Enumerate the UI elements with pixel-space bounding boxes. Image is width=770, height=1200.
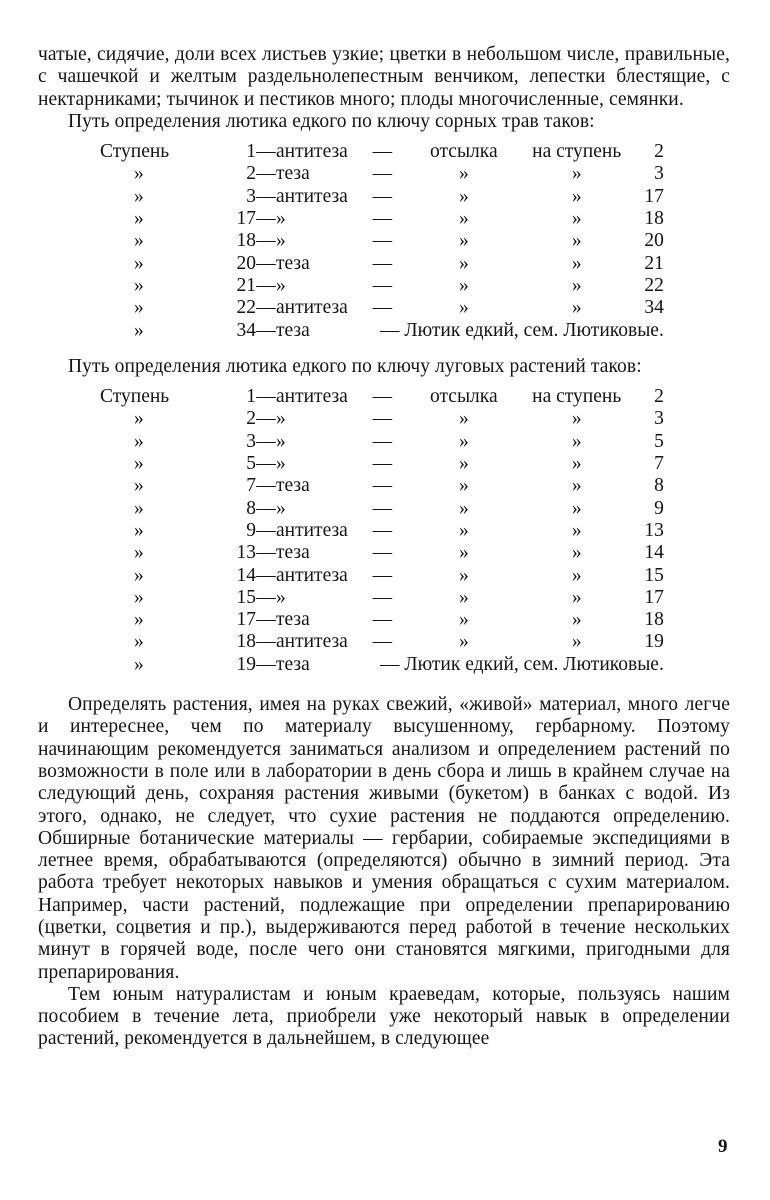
dash: — bbox=[256, 230, 276, 252]
target-step: 22 bbox=[644, 274, 664, 296]
dash: — bbox=[256, 609, 276, 631]
target-step: 3 bbox=[654, 163, 664, 185]
reference-label: » bbox=[458, 609, 469, 631]
key-row bbox=[100, 253, 664, 275]
step-kind: » bbox=[276, 230, 286, 252]
key-row bbox=[100, 141, 664, 163]
target-step: 19 bbox=[644, 631, 664, 653]
step-kind: антитеза bbox=[276, 297, 348, 319]
reference-label: » bbox=[458, 631, 469, 653]
step-label: » bbox=[134, 475, 144, 497]
step-number: 2 bbox=[246, 163, 256, 185]
target-step: 3 bbox=[654, 408, 664, 430]
step-number: 34 bbox=[236, 319, 256, 341]
step-kind: » bbox=[276, 208, 286, 230]
step-kind: » bbox=[276, 408, 286, 430]
reference-target-label: » bbox=[571, 519, 582, 541]
dash: — bbox=[372, 586, 393, 608]
reference-target-label: » bbox=[571, 586, 582, 608]
target-step: 14 bbox=[644, 542, 664, 564]
reference-target-label: » bbox=[571, 185, 582, 207]
key-row bbox=[100, 163, 664, 185]
target-step: 2 bbox=[654, 141, 664, 163]
step-kind: антитеза bbox=[276, 141, 348, 163]
dash: — bbox=[372, 564, 393, 586]
step-label: » bbox=[134, 653, 144, 675]
step-label: » bbox=[134, 519, 144, 541]
step-number: 17 bbox=[236, 208, 256, 230]
step-kind: теза bbox=[276, 163, 310, 185]
step-number: 18 bbox=[236, 631, 256, 653]
step-kind: теза bbox=[276, 319, 310, 341]
key-row bbox=[100, 431, 664, 453]
dash: — bbox=[256, 386, 276, 408]
reference-label: » bbox=[458, 586, 469, 608]
dash: — bbox=[372, 185, 393, 207]
dash: — bbox=[372, 208, 393, 230]
step-number: 22 bbox=[236, 297, 256, 319]
dash: — bbox=[372, 274, 393, 296]
step-number: 1 bbox=[246, 386, 256, 408]
target-step: 34 bbox=[644, 297, 664, 319]
key-row bbox=[100, 208, 664, 230]
key-row bbox=[100, 631, 664, 653]
dash: — bbox=[256, 586, 276, 608]
reference-target-label: » bbox=[571, 163, 582, 185]
key-row bbox=[100, 386, 664, 408]
target-step: 13 bbox=[644, 519, 664, 541]
body-paragraph-1: Определять растения, имея на руках свежий, «живой» материал, много легче и интереснее, чем по материалу высушенному, гербарному. Поэтому начинающим рекомендуется заниматься анализом и определением растений по возможности в поле или в лаборатории в день сбора и лишь в крайнем случае на следующий день, сохраняя растения живыми (букетом) в банках с водой. Из этого, однако, не следует, что сухие растения не поддаются определению. Обширные ботанические материалы — гербарии, собираемые экспедициями в летнее время, обрабатываются (определяются) обычно в зимний период. Эта работа требует некоторых навыков и умения обращаться с сухим материалом. Например, части растений, подлежащие при определении препарированию (цветки, соцветия и пр.), выдерживаются перед работой в течение нескольких минут в горячей воде, после чего они становятся мягкими, пригодными для препарирования. bbox=[38, 694, 730, 983]
dash: — bbox=[256, 453, 276, 475]
dash: — bbox=[256, 408, 276, 430]
step-label: » bbox=[134, 430, 144, 452]
reference-target-label: » bbox=[571, 631, 582, 653]
key-row bbox=[100, 453, 664, 475]
step-label: » bbox=[134, 163, 144, 185]
key-result: — Лютик едкий, сем. Лютиковые. bbox=[380, 653, 664, 675]
key-row bbox=[100, 275, 664, 297]
dash: — bbox=[256, 497, 276, 519]
key2-heading: Путь определения лютика едкого по ключу луговых растений таков: bbox=[68, 355, 642, 377]
step-label: » bbox=[134, 586, 144, 608]
step-number: 20 bbox=[236, 252, 256, 274]
reference-target-label: » bbox=[571, 430, 582, 452]
reference-label: » bbox=[458, 408, 469, 430]
target-step: 20 bbox=[644, 230, 664, 252]
dash: — bbox=[256, 475, 276, 497]
reference-target-label: » bbox=[571, 208, 582, 230]
reference-label: » bbox=[458, 185, 469, 207]
step-label: » bbox=[134, 609, 144, 631]
key2-table bbox=[100, 386, 664, 676]
target-step: 5 bbox=[654, 430, 664, 452]
dash: — bbox=[372, 475, 393, 497]
dash: — bbox=[256, 319, 276, 341]
reference-label: » bbox=[458, 230, 469, 252]
step-number: 3 bbox=[246, 185, 256, 207]
reference-target-label: » bbox=[571, 230, 582, 252]
dash: — bbox=[256, 297, 276, 319]
key-row bbox=[100, 475, 664, 497]
reference-target-label: » bbox=[571, 564, 582, 586]
key-result: — Лютик едкий, сем. Лютиковые. bbox=[380, 319, 664, 341]
step-label: Ступень bbox=[100, 386, 170, 408]
step-kind: антитеза bbox=[276, 631, 348, 653]
step-number: 13 bbox=[236, 542, 256, 564]
dash: — bbox=[256, 653, 276, 675]
reference-target-label: » bbox=[571, 497, 582, 519]
step-label: Ступень bbox=[100, 141, 170, 163]
step-kind: » bbox=[276, 453, 286, 475]
step-label: » bbox=[134, 542, 144, 564]
dash: — bbox=[372, 141, 393, 163]
step-kind: » bbox=[276, 586, 286, 608]
step-label: » bbox=[134, 453, 144, 475]
step-number: 21 bbox=[236, 274, 256, 296]
page-content bbox=[38, 44, 730, 1051]
target-step: 7 bbox=[654, 453, 664, 475]
target-step: 18 bbox=[644, 208, 664, 230]
dash: — bbox=[256, 208, 276, 230]
step-kind: антитеза bbox=[276, 185, 348, 207]
dash: — bbox=[256, 274, 276, 296]
dash: — bbox=[256, 519, 276, 541]
dash: — bbox=[372, 631, 393, 653]
step-label: » bbox=[134, 274, 144, 296]
step-kind: теза bbox=[276, 252, 310, 274]
key-row bbox=[100, 542, 664, 564]
dash: — bbox=[372, 542, 393, 564]
step-label: » bbox=[134, 297, 144, 319]
dash: — bbox=[372, 297, 393, 319]
body-paragraph-2: Тем юным натуралистам и юным краеведам, которые, пользуясь нашим пособием в течение лета, приобрели уже некоторый навык в определении растений, рекомендуется в дальнейшем, в следующее bbox=[38, 983, 730, 1050]
step-label: » bbox=[134, 252, 144, 274]
dash: — bbox=[372, 163, 393, 185]
target-step: 18 bbox=[644, 609, 664, 631]
step-number: 7 bbox=[246, 475, 256, 497]
step-label: » bbox=[134, 631, 144, 653]
dash: — bbox=[372, 453, 393, 475]
reference-label: » bbox=[458, 497, 469, 519]
step-number: 9 bbox=[246, 519, 256, 541]
step-label: » bbox=[134, 230, 144, 252]
key-row bbox=[100, 609, 664, 631]
dash: — bbox=[256, 542, 276, 564]
key-final-row bbox=[100, 320, 664, 342]
key-row bbox=[100, 230, 664, 252]
reference-label: » bbox=[458, 542, 469, 564]
reference-target-label: » bbox=[571, 542, 582, 564]
dash: — bbox=[372, 497, 393, 519]
reference-target-label: » bbox=[571, 453, 582, 475]
reference-label: » bbox=[458, 453, 469, 475]
reference-label: » bbox=[458, 274, 469, 296]
key-row bbox=[100, 520, 664, 542]
reference-label: » bbox=[458, 252, 469, 274]
step-kind: » bbox=[276, 274, 286, 296]
dash: — bbox=[372, 230, 393, 252]
step-number: 18 bbox=[236, 230, 256, 252]
target-step: 17 bbox=[644, 586, 664, 608]
step-kind: антитеза bbox=[276, 386, 348, 408]
step-number: 3 bbox=[246, 430, 256, 452]
step-label: » bbox=[134, 319, 144, 341]
dash: — bbox=[256, 185, 276, 207]
dash: — bbox=[372, 609, 393, 631]
dash: — bbox=[256, 631, 276, 653]
reference-label: » bbox=[458, 163, 469, 185]
step-number: 17 bbox=[236, 609, 256, 631]
step-number: 15 bbox=[236, 586, 256, 608]
reference-target-label: » bbox=[571, 408, 582, 430]
step-kind: антитеза bbox=[276, 519, 348, 541]
step-number: 2 bbox=[246, 408, 256, 430]
key-row bbox=[100, 587, 664, 609]
step-kind: теза bbox=[276, 542, 310, 564]
dash: — bbox=[372, 430, 393, 452]
dash: — bbox=[372, 386, 393, 408]
key-row bbox=[100, 186, 664, 208]
reference-target-label: » bbox=[571, 609, 582, 631]
step-number: 14 bbox=[236, 564, 256, 586]
reference-target-label: » bbox=[571, 475, 582, 497]
dash: — bbox=[256, 141, 276, 163]
page-number: 9 bbox=[718, 1136, 728, 1157]
step-label: » bbox=[134, 208, 144, 230]
step-label: » bbox=[134, 408, 144, 430]
reference-target-label: на ступень bbox=[532, 386, 622, 408]
key1-table bbox=[100, 141, 664, 342]
step-kind: теза bbox=[276, 609, 310, 631]
step-kind: теза bbox=[276, 475, 310, 497]
dash: — bbox=[372, 252, 393, 274]
step-label: » bbox=[134, 185, 144, 207]
reference-target-label: » bbox=[571, 274, 582, 296]
key-row bbox=[100, 297, 664, 319]
key-row bbox=[100, 565, 664, 587]
step-number: 19 bbox=[236, 653, 256, 675]
step-kind: антитеза bbox=[276, 564, 348, 586]
step-number: 1 bbox=[246, 141, 256, 163]
dash: — bbox=[256, 430, 276, 452]
dash: — bbox=[256, 252, 276, 274]
reference-label: отсылка bbox=[430, 386, 498, 408]
key-row bbox=[100, 408, 664, 430]
step-label: » bbox=[134, 564, 144, 586]
dash: — bbox=[372, 408, 393, 430]
target-step: 21 bbox=[644, 252, 664, 274]
reference-label: » bbox=[458, 564, 469, 586]
target-step: 9 bbox=[654, 497, 664, 519]
dash: — bbox=[256, 564, 276, 586]
key-row bbox=[100, 498, 664, 520]
step-kind: » bbox=[276, 430, 286, 452]
dash: — bbox=[256, 163, 276, 185]
dash: — bbox=[372, 519, 393, 541]
key1-heading: Путь определения лютика едкого по ключу сорных трав таков: bbox=[68, 110, 595, 132]
step-kind: » bbox=[276, 497, 286, 519]
step-label: » bbox=[134, 497, 144, 519]
reference-target-label: » bbox=[571, 297, 582, 319]
reference-target-label: » bbox=[571, 252, 582, 274]
reference-label: » bbox=[458, 475, 469, 497]
reference-label: » bbox=[458, 208, 469, 230]
target-step: 15 bbox=[644, 564, 664, 586]
reference-label: отсылка bbox=[430, 141, 498, 163]
key-final-row bbox=[100, 654, 664, 676]
target-step: 2 bbox=[654, 386, 664, 408]
reference-label: » bbox=[458, 297, 469, 319]
intro-paragraph: чатые, сидячие, доли всех листьев узкие; цветки в небольшом числе, правильные, с чашечкой и желтым раздельнолепестным венчиком, лепестки блестящие, с нектарниками; тычинок и пестиков много; плоды многочисленные, семянки. bbox=[38, 44, 730, 110]
target-step: 8 bbox=[654, 475, 664, 497]
step-number: 8 bbox=[246, 497, 256, 519]
reference-label: » bbox=[458, 519, 469, 541]
reference-target-label: на ступень bbox=[532, 141, 622, 163]
step-kind: теза bbox=[276, 653, 310, 675]
reference-label: » bbox=[458, 430, 469, 452]
target-step: 17 bbox=[644, 185, 664, 207]
step-number: 5 bbox=[246, 453, 256, 475]
